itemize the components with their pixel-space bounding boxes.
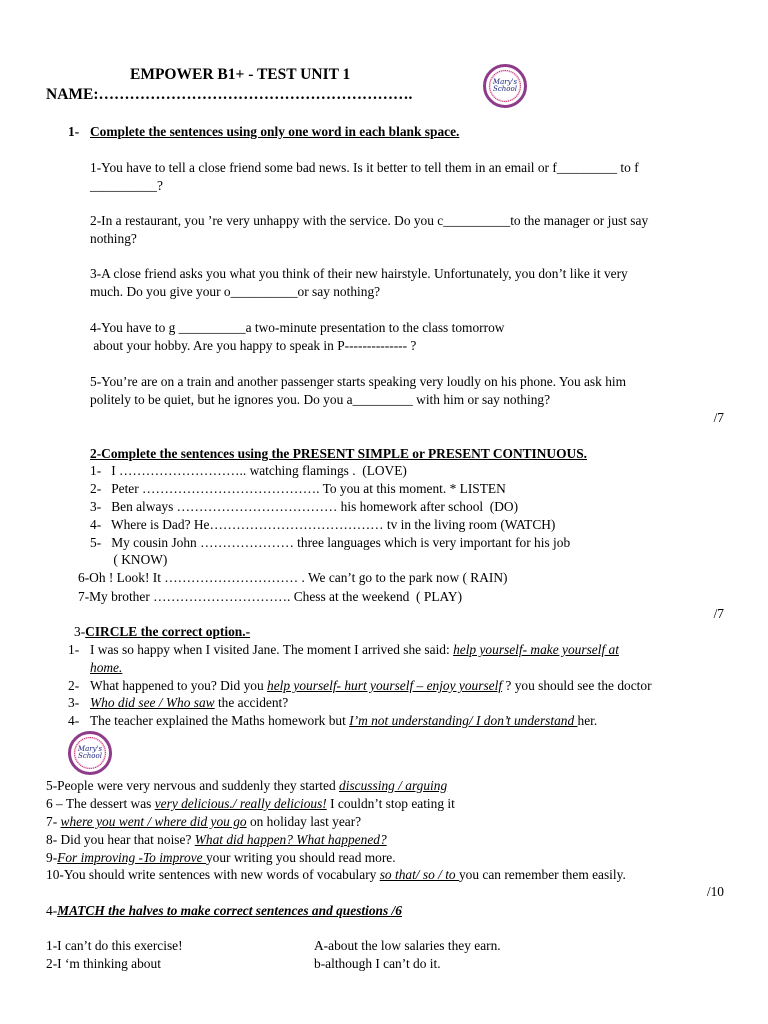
item-options: For improving -To improve [57, 850, 206, 865]
section3-item4 [68, 713, 597, 729]
item-text: 5-People were very nervous and suddenly they started [46, 778, 340, 793]
item-text: The teacher explained the Maths homework but [90, 713, 350, 728]
section2-item5: 5- My cousin John ………………… three languages which is very important for his job [90, 535, 571, 550]
section3-heading [74, 624, 250, 640]
item-options: help yourself- hurt yourself – enjoy yourself [267, 678, 503, 693]
match-left-2: 2-I ‘m thinking about [46, 956, 161, 971]
section1-item5-line1: 5-You’re are on a train and another passenger starts speaking very loudly on his phone. You ask him [90, 374, 627, 389]
item-text: I was so happy when I visited Jane. The moment I arrived she said: [90, 642, 454, 657]
match-left-1: 1-I can’t do this exercise! [46, 938, 183, 953]
item-text: 10-You should write sentences with new words of vocabulary [46, 867, 380, 882]
section2-heading: 2-Complete the sentences using the PRESENT SIMPLE or PRESENT CONTINUOUS. [90, 446, 587, 461]
school-logo-2 [68, 731, 112, 775]
section3-number: 3- [74, 624, 86, 639]
section2-item4: 4- Where is Dad? He………………………………… tv in the living room (WATCH) [90, 517, 556, 532]
item-text: What happened to you? Did you [90, 678, 268, 693]
section2-score: /7 [713, 606, 724, 621]
item-text-after: you can remember them easily. [458, 867, 626, 882]
item-options: I’m not understanding/ I don’t understand [349, 713, 578, 728]
section4-number: 4- [46, 903, 58, 918]
item-options: What did happen? What happened? [194, 832, 387, 847]
section2-item3: 3- Ben always ……………………………… his homework after school (DO) [90, 499, 519, 514]
section1-item3-line1: 3-A close friend asks you what you think of their new hairstyle. Unfortunately, you don’t like it very [90, 266, 628, 281]
school-logo-text: Mary's School [77, 745, 103, 760]
item-number: 3- [68, 695, 80, 710]
section1-number: 1- [68, 124, 80, 139]
section3-item5 [46, 778, 447, 794]
section1-item4-line2: about your hobby. Are you happy to speak in P-------------- ? [90, 338, 417, 353]
section4-title: MATCH the halves to make correct sentences and questions /6 [57, 903, 402, 918]
match-right-b: b-although I can’t do it. [314, 956, 441, 971]
section1-item2-line2: nothing? [90, 231, 137, 246]
item-number: 2- [68, 678, 80, 693]
item-options: home. [90, 660, 123, 675]
item-options: discussing / arguing [339, 778, 448, 793]
section1-item4-line1: 4-You have to g __________a two-minute presentation to the class tomorrow [90, 320, 505, 335]
item-text-after: ? you should see the doctor [502, 678, 652, 693]
section3-item6 [46, 796, 455, 812]
item-text-after: the accident? [214, 695, 289, 710]
item-text: 6 – The dessert was [46, 796, 155, 811]
section2-item2: 2- Peter …………………………………. To you at this moment. * LISTEN [90, 481, 506, 496]
section3-item3 [68, 695, 288, 711]
item-options: where you went / where did you go [60, 814, 247, 829]
school-logo-text: Mary's School [492, 78, 518, 93]
section3-item10 [46, 867, 626, 883]
section1-heading: Complete the sentences using only one word in each blank space. [90, 124, 460, 139]
section3-item1 [68, 642, 619, 658]
item-text: 8- Did you hear that noise? [46, 832, 195, 847]
section3-item8 [46, 832, 387, 848]
item-text-after: your writing you should read more. [205, 850, 396, 865]
section2-item1: 1- I ……………………….. watching flamings . (LOVE) [90, 463, 407, 478]
item-options: Who did see / Who saw [90, 695, 215, 710]
item-text-after: I couldn’t stop eating it [326, 796, 455, 811]
item-text-after: on holiday last year? [246, 814, 362, 829]
section2-item5-cont: ( KNOW) [90, 552, 168, 567]
section1-item3-line2: much. Do you give your o__________or say nothing? [90, 284, 381, 299]
section3-score: /10 [706, 884, 724, 899]
item-text: 9- [46, 850, 58, 865]
section2-item7: 7-My brother …………………………. Chess at the weekend ( PLAY) [78, 589, 463, 604]
item-options: so that/ so / to [379, 867, 459, 882]
school-logo [483, 64, 527, 108]
item-text-after: her. [577, 713, 598, 728]
section3-item7 [46, 814, 361, 830]
section1-item1-line1: 1-You have to tell a close friend some bad news. Is it better to tell them in an email or f_________ to f [90, 160, 639, 175]
section1-item2-line1: 2-In a restaurant, you ’re very unhappy with the service. Do you c__________to the manager or just say [90, 213, 649, 228]
section1-score: /7 [713, 410, 724, 425]
name-field-label: NAME:……………………………………………………. [46, 86, 413, 103]
section3-title: CIRCLE the correct option.- [85, 624, 251, 639]
section3-item9 [46, 850, 396, 866]
section1-item5-line2: politely to be quiet, but he ignores you. Do you a_________ with him or say nothing? [90, 392, 551, 407]
section1-item1-line2: __________? [90, 178, 163, 193]
section3-item2 [68, 678, 652, 694]
item-text: 7- [46, 814, 61, 829]
match-right-a: A-about the low salaries they earn. [314, 938, 501, 953]
test-title: EMPOWER B1+ - TEST UNIT 1 [130, 66, 351, 83]
item-number: 4- [68, 713, 80, 728]
section2-item6: 6-Oh ! Look! It ………………………… . We can’t go to the park now ( RAIN) [78, 570, 508, 585]
section4-heading [46, 903, 402, 919]
section3-item1-cont [90, 660, 122, 676]
item-options: very delicious./ really delicious! [154, 796, 327, 811]
item-number: 1- [68, 642, 80, 657]
item-options: help yourself- make yourself at [453, 642, 619, 657]
